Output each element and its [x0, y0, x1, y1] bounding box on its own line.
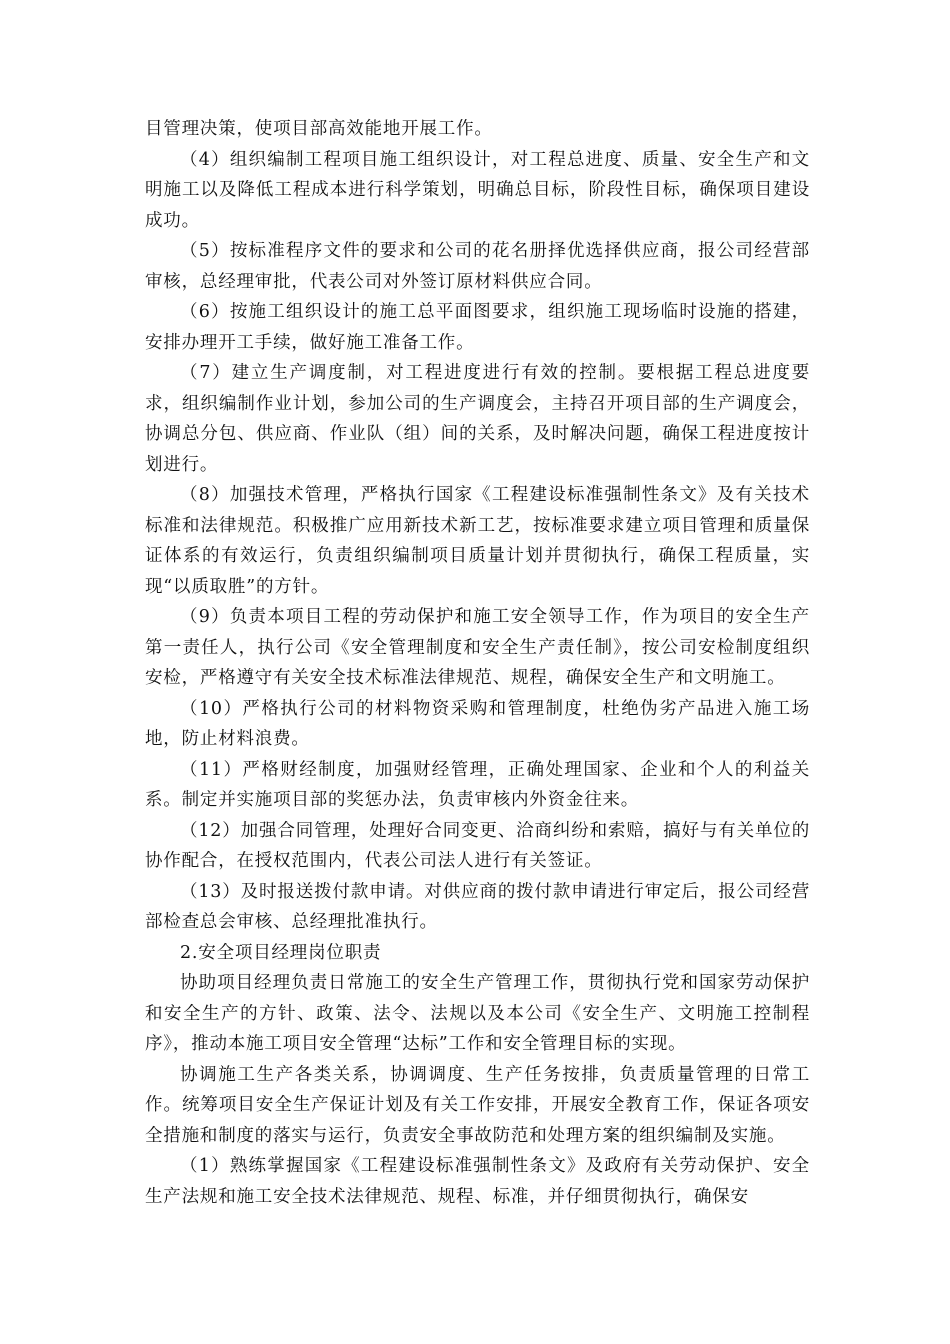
paragraph-item-1: （1）熟练掌握国家《工程建设标准强制性条文》及政府有关劳动保护、安全生产法规和施工安全技术法律规范、规程、标准，并仔细贯彻执行，确保安	[145, 1156, 810, 1207]
paragraph-item-6: （6）按施工组织设计的施工总平面图要求，组织施工现场临时设施的搭建，安排办理开工手续，做好施工准备工作。	[145, 302, 810, 353]
document-page	[145, 114, 810, 1212]
paragraph-item-10: （10）严格执行公司的材料物资采购和管理制度，杜绝伪劣产品进入施工场地，防止材料浪费。	[145, 698, 810, 749]
paragraph-intro-1: 协助项目经理负责日常施工的安全生产管理工作，贯彻执行党和国家劳动保护和安全生产的方针、政策、法令、法规以及本公司《安全生产、文明施工控制程序》，推动本施工项目安全管理“达标”工作和安全管理目标的实现。	[145, 973, 810, 1054]
paragraph-item-13: （13）及时报送拨付款申请。对供应商的拨付款申请进行审定后，报公司经营部检查总会审核、总经理批准执行。	[145, 881, 810, 932]
paragraph-item-12: （12）加强合同管理，处理好合同变更、洽商纠纷和索赔，搞好与有关单位的协作配合，在授权范围内，代表公司法人进行有关签证。	[145, 820, 810, 871]
section-heading: 2.安全项目经理岗位职责	[180, 942, 382, 963]
paragraph-item-7: （7）建立生产调度制，对工程进度进行有效的控制。要根据工程总进度要求，组织编制作业计划，参加公司的生产调度会，主持召开项目部的生产调度会，协调总分包、供应商、作业队（组）间的关系，及时解决问题，确保工程进度按计划进行。	[145, 363, 810, 475]
paragraph-item-9: （9）负责本项目工程的劳动保护和施工安全领导工作，作为项目的安全生产第一责任人，执行公司《安全管理制度和安全生产责任制》，按公司安检制度组织安检，严格遵守有关安全技术标准法律规范、规程，确保安全生产和文明施工。	[145, 607, 810, 688]
paragraph-continued: 目管理决策，使项目部高效能地开展工作。	[145, 119, 493, 139]
paragraph-intro-2: 协调施工生产各类关系，协调调度、生产任务按排，负责质量管理的日常工作。统筹项目安全生产保证计划及有关工作安排，开展安全教育工作，保证各项安全措施和制度的落实与运行，负责安全事故防范和处理方案的组织编制及实施。	[145, 1064, 810, 1146]
paragraph-item-4: （4）组织编制工程项目施工组织设计，对工程总进度、质量、安全生产和文明施工以及降低工程成本进行科学策划，明确总目标，阶段性目标，确保项目建设成功。	[145, 149, 810, 231]
paragraph-item-8: （8）加强技术管理，严格执行国家《工程建设标准强制性条文》及有关技术标准和法律规范。积极推广应用新技术新工艺，按标准要求建立项目管理和质量保证体系的有效运行，负责组织编制项目质量计划并贯彻执行，确保工程质量，实现“以质取胜”的方针。	[145, 485, 810, 597]
paragraph-item-5: （5）按标准程序文件的要求和公司的花名册择优选择供应商，报公司经营部审核，总经理审批，代表公司对外签订原材料供应合同。	[145, 241, 810, 292]
paragraph-item-11: （11）严格财经制度，加强财经管理，正确处理国家、企业和个人的利益关系。制定并实施项目部的奖惩办法，负责审核内外资金往来。	[145, 759, 810, 810]
